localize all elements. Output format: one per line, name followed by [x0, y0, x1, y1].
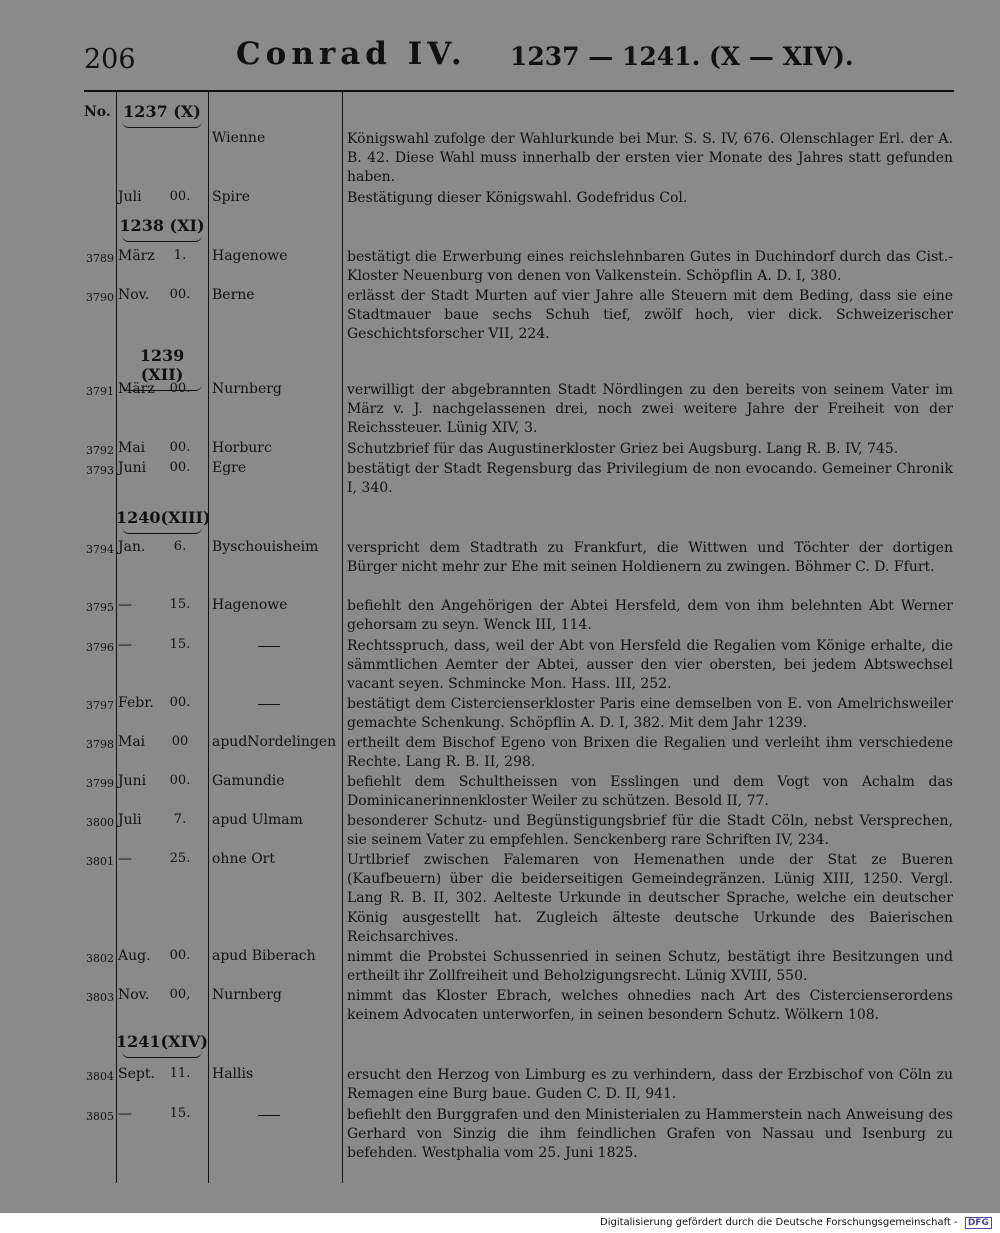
entry-place: Hallis [212, 1066, 254, 1082]
entry-text: bestätigt die Erwerbung eines reichslehnbaren Gutes in Duchindorf durch das Cist.-Kloster Neuenburg von denen von Valkenstein. Schöpflin A. D. I, 380. [347, 249, 953, 285]
entry-day: 00. [169, 948, 191, 963]
entry-day: 00 [171, 734, 189, 749]
entry-place: apud Ulmam [212, 812, 303, 828]
entry-text: befiehlt dem Schultheissen von Esslingen und dem Vogt von Achalm das Dominicanerinnenkloster Weiler zu schützen. Besold II, 77. [347, 774, 953, 810]
entry-place: Wienne [212, 130, 266, 146]
entry-day: 00. [169, 773, 191, 788]
entry-text: Bestätigung dieser Königswahl. Godefridus Col. [347, 190, 688, 206]
entry-day: 00. [169, 460, 191, 475]
entry-day: 6. [173, 539, 187, 554]
entry-place: apudNordelingen [212, 734, 337, 750]
entry-month: Sept. [118, 1066, 155, 1082]
entry-text: befiehlt den Angehörigen der Abtei Hersfeld, dem von ihm belehnten Abt Werner gehorsam zu seyn. Wenck III, 114. [347, 598, 953, 634]
entry-text: ertheilt dem Bischof Egeno von Brixen die Regalien und verleiht ihm verschiedene Rechte. Lang R. B. II, 298. [347, 735, 953, 771]
entry-text: bestätigt der Stadt Regensburg das Privilegium de non evocando. Gemeiner Chronik I, 340. [347, 461, 953, 497]
brace-mark [122, 1051, 202, 1058]
entry-number: 3800 [86, 816, 114, 829]
digitization-footer [600, 1217, 992, 1229]
entry-number: 3791 [86, 385, 114, 398]
entry-day: 11. [169, 1066, 191, 1081]
entry-number: 3795 [86, 601, 114, 614]
entry-text: verspricht dem Stadtrath zu Frankfurt, die Wittwen und Töchter der dortigen Bürger nicht mehr zur Ehe mit seinen Holdienern zu zwingen. Böhmer C. D. Ffurt. [347, 540, 953, 576]
entry-month: Aug. [118, 948, 151, 964]
entry-place: Nurnberg [212, 381, 282, 397]
entry-place: Nurnberg [212, 987, 282, 1003]
year-header-1241 [116, 1032, 208, 1058]
entry-day: 00. [169, 287, 191, 302]
entry-month: Nov. [118, 287, 150, 303]
entry-number: 3798 [86, 738, 114, 751]
brace-mark [122, 121, 202, 128]
entry-number: 3794 [86, 543, 114, 556]
entry-number: 3793 [86, 464, 114, 477]
entry-day: 00. [169, 695, 191, 710]
entry-month: Juli [118, 189, 142, 205]
entry-day: 00. [169, 189, 191, 204]
entry-number: 3803 [86, 991, 114, 1004]
entry-place: Gamundie [212, 773, 285, 789]
entry-month: März [118, 248, 155, 264]
year-header-label: 1238 (XI) [119, 216, 205, 235]
entry-number: 3802 [86, 952, 114, 965]
year-header-label: 1237 (X) [123, 102, 201, 121]
year-header-label: 1241(XIV) [116, 1032, 208, 1051]
entry-month: Mai [118, 734, 146, 750]
entry-text: befiehlt den Burggrafen und den Ministerialen zu Hammerstein nach Anweisung des Gerhard von Sinzig die ihm feindlichen Grafen von Nassau und Isenburg zu befehden. Westphalia vom 25. Juni 1825. [347, 1107, 953, 1162]
entry-text: besonderer Schutz- und Begünstigungsbrief für die Stadt Cöln, nebst Versprechen, sie seinem Vater zu empfehlen. Senckenberg rare Schriften IV, 234. [347, 813, 953, 849]
entry-text: erlässt der Stadt Murten auf vier Jahre alle Steuern mit dem Beding, dass sie eine Stadtmauer baue sechs Schuh tief, zwölf hoch, vier dick. Schweizerischer Geschichtsforscher VII, 224. [347, 288, 953, 343]
entry-text: bestätigt dem Cistercienserkloster Paris eine demselben von E. von Amelrichsweiler gemachte Schenkung. Schöpflin A. D. I, 382. Mit dem Jahr 1239. [347, 696, 953, 732]
entry-month: Juli [118, 812, 142, 828]
column-rule-date [208, 91, 209, 1183]
entry-place: Berne [212, 287, 255, 303]
entry-text: ersucht den Herzog von Limburg es zu verhindern, dass der Erzbischof von Cöln zu Remagen eine Burg baue. Guden C. D. II, 941. [347, 1067, 953, 1103]
ditto-place-dash [258, 704, 280, 705]
entry-place: Horburc [212, 440, 272, 456]
entry-month: — [118, 637, 132, 653]
entry-month: Febr. [118, 695, 154, 711]
entry-text: Rechtsspruch, dass, weil der Abt von Hersfeld die Regalien vom Könige erhalte, die sämmtlichen Aemter der Abtei, ausser den vier obersten, bei jedem Abtswechsel vacant seyen. Schmincke Mon. Hass. III, 252. [347, 638, 953, 693]
entry-text: Königswahl zufolge der Wahlurkunde bei Mur. S. S. IV, 676. Olenschlager Erl. der A. B. 42. Diese Wahl muss innerhalb der ersten vier Monate des Jahres statt gefunden haben. [347, 131, 953, 186]
entry-month: — [118, 597, 132, 613]
entry-month: Mai [118, 440, 146, 456]
entry-month: Juni [118, 773, 147, 789]
entry-text: nimmt die Probstei Schussenried in seinen Schutz, bestätigt ihre Besitzungen und ertheilt ihr Zollfreiheit und Beholzigungsrecht. Lünig XVIII, 550. [347, 949, 953, 985]
brace-mark [122, 235, 202, 242]
entry-day: 00. [169, 440, 191, 455]
footer-text: Digitalisierung gefördert durch die Deutsche Forschungsgemeinschaft - [600, 1217, 958, 1228]
entry-number: 3797 [86, 699, 114, 712]
entry-day: 00, [169, 987, 191, 1002]
entry-text: Schutzbrief für das Augustinerkloster Griez bei Augsburg. Lang R. B. IV, 745. [347, 441, 899, 457]
entry-number: 3790 [86, 291, 114, 304]
entry-place: Byschouisheim [212, 539, 319, 555]
header-rule [84, 90, 954, 92]
entry-number: 3796 [86, 641, 114, 654]
column-rule-place [342, 91, 343, 1183]
page-header [0, 30, 1000, 90]
ditto-place-dash [258, 1115, 280, 1116]
entry-number: 3801 [86, 855, 114, 868]
entry-day: 7. [173, 812, 187, 827]
entry-month: — [118, 1106, 132, 1122]
running-years: 1237 — 1241. (X — XIV). [510, 42, 854, 71]
entry-day: 15. [169, 1106, 191, 1121]
ditto-place-dash [258, 646, 280, 647]
entry-number: 3799 [86, 777, 114, 790]
dfg-logo: DFG [965, 1217, 992, 1229]
page-number: 206 [84, 44, 136, 75]
year-header-1237 [116, 102, 208, 128]
entry-month: Jan. [118, 539, 146, 555]
entry-number: 3805 [86, 1110, 114, 1123]
entry-place: Spire [212, 189, 251, 205]
entry-day: 00. [169, 381, 191, 396]
entry-place: Egre [212, 460, 247, 476]
entry-day: 15. [169, 637, 191, 652]
entry-month: Juni [118, 460, 147, 476]
entry-text: Urtlbrief zwischen Falemaren von Hemenathen unde der Stat ze Bueren (Kaufbeuern) über die beiderseitigen Gemeindegränzen. Lünig XIII, 1250. Vergl. Lang R. B. II, 302. Aelteste Urkunde in deutscher Sprache, welche ein deutscher König ausgestellt hat. Zugleich älteste deutsche Urkunde des Baierischen Reichsarchives. [347, 852, 953, 945]
entry-text: verwilligt der abgebrannten Stadt Nördlingen zu den bereits von seinem Vater im März v. J. nachgelassenen drei, noch zwei weitere Jahre der Freiheit von der Reichssteuer. Lünig XIV, 3. [347, 382, 953, 437]
year-header-label: 1239 (XII) [139, 346, 185, 384]
entry-day: 25. [169, 851, 191, 866]
entry-number: 3792 [86, 444, 114, 457]
entry-place: apud Biberach [212, 948, 316, 964]
entry-text: nimmt das Kloster Ebrach, welches ohnedies nach Art des Cistercienserordens keinem Advocaten unterworfen, in seinen besondern Schutz. Wölkern 108. [347, 988, 953, 1024]
column-label-no: No. [84, 104, 111, 120]
entry-month: März [118, 381, 155, 397]
entry-number: 3789 [86, 252, 114, 265]
year-header-1240 [116, 508, 211, 534]
brace-mark [122, 527, 202, 534]
entry-day: 1. [173, 248, 187, 263]
entry-number: 3804 [86, 1070, 114, 1083]
entry-month: Nov. [118, 987, 150, 1003]
entry-month: — [118, 851, 132, 867]
year-header-label: 1240(XIII) [116, 508, 211, 527]
running-title: Conrad IV. [236, 36, 467, 72]
entry-day: 15. [169, 597, 191, 612]
column-rule-no [116, 91, 117, 1183]
entry-place: Hagenowe [212, 248, 288, 264]
entry-place: Hagenowe [212, 597, 288, 613]
entry-place: ohne Ort [212, 851, 275, 867]
year-header-1238 [116, 216, 208, 242]
